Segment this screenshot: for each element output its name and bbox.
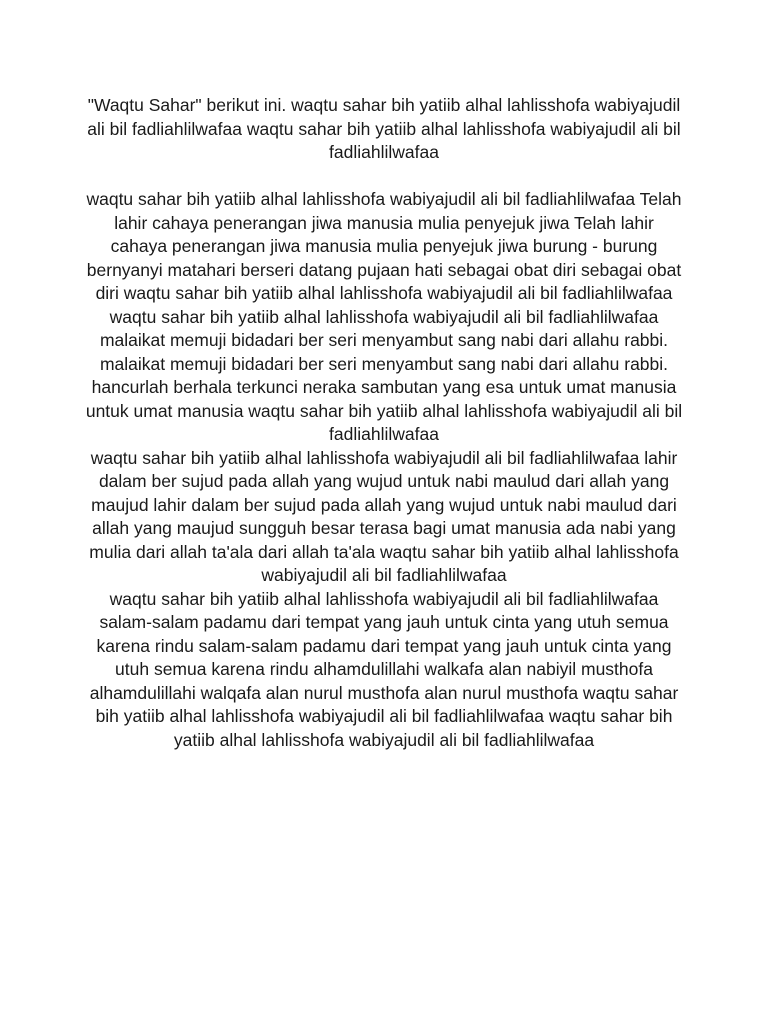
paragraph-verse-2: waqtu sahar bih yatiib alhal lahlisshofa wabiyajudil ali bil fadliahlilwafaa malaikat memuji bidadari ber seri menyambut sang nabi dari allahu rabbi. malaikat memuji bidadari ber seri menyambut sang nabi dari allahu rabbi. hancurlah berhala terkunci neraka sambutan yang esa untuk umat manusia untuk umat manusia waqtu sahar bih yatiib alhal lahlisshofa wabiyajudil ali bil fadliahlilwafaa xyxy=(85,306,683,444)
paragraph-verse-1: waqtu sahar bih yatiib alhal lahlisshofa wabiyajudil ali bil fadliahlilwafaa Telah lahir cahaya penerangan jiwa manusia mulia penyejuk jiwa Telah lahir cahaya penerangan jiwa manusia mulia penyejuk jiwa burung - burung bernyanyi matahari berseri datang pujaan hati sebagai obat diri sebagai obat diri waqtu sahar bih yatiib alhal lahlisshofa wabiyajudil ali bil fadliahlilwafaa xyxy=(86,189,682,303)
document-body xyxy=(84,94,684,752)
paragraph-gap xyxy=(84,165,684,189)
paragraph-verse-3: waqtu sahar bih yatiib alhal lahlisshofa wabiyajudil ali bil fadliahlilwafaa lahir dalam ber sujud pada allah yang wujud untuk nabi maulud dari allah yang maujud lahir dalam ber sujud pada allah yang wujud untuk nabi maulud dari allah yang maujud sungguh besar terasa bagi umat manusia ada nabi yang mulia dari allah ta'ala dari allah ta'ala waqtu sahar bih yatiib alhal lahlisshofa wabiyajudil ali bil fadliahlilwafaa xyxy=(89,447,679,585)
paragraph-verse-4: waqtu sahar bih yatiib alhal lahlisshofa wabiyajudil ali bil fadliahlilwafaa salam-salam padamu dari tempat yang jauh untuk cinta yang utuh semua karena rindu salam-salam padamu dari tempat yang jauh untuk cinta yang utuh semua karena rindu alhamdulillahi walkafa alan nabiyil musthofa alhamdulillahi walqafa alan nurul musthofa alan nurul musthofa waqtu sahar bih yatiib alhal lahlisshofa wabiyajudil ali bil fadliahlilwafaa waqtu sahar bih yatiib alhal lahlisshofa wabiyajudil ali bil fadliahlilwafaa xyxy=(89,588,679,750)
paragraph-intro: "Waqtu Sahar" berikut ini. waqtu sahar bih yatiib alhal lahlisshofa wabiyajudil ali bil fadliahlilwafaa waqtu sahar bih yatiib alhal lahlisshofa wabiyajudil ali bil fadliahlilwafaa xyxy=(87,95,681,162)
